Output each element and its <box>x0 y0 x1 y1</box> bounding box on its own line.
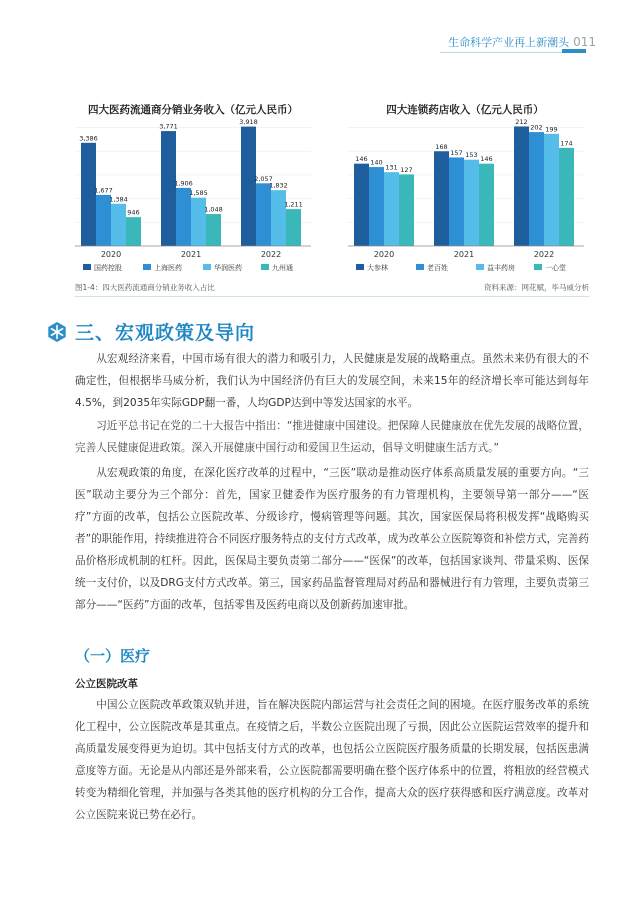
legend-label: 国药控股 <box>94 264 122 272</box>
header-accent-bar <box>562 49 586 53</box>
x-tick-label: 2020 <box>373 250 395 259</box>
data-label: 1,211 <box>284 200 303 209</box>
legend-swatch <box>356 264 364 270</box>
data-label: 946 <box>127 208 140 217</box>
x-tick-label: 2021 <box>180 250 202 259</box>
x-tick-label: 2022 <box>260 250 282 259</box>
legend-swatch <box>261 264 269 270</box>
legend-label: 一心堂 <box>545 264 566 272</box>
chart1-title: 四大医药流通商分销业务收入（亿元人民币） <box>88 104 298 116</box>
chart2-plot <box>348 117 584 272</box>
bar-2-2021-4 <box>479 164 494 246</box>
legend-swatch <box>83 264 91 270</box>
data-label: 199 <box>545 125 558 134</box>
bar-2-2022-1 <box>514 126 529 246</box>
data-label: 3,386 <box>79 134 98 143</box>
data-label: 146 <box>480 155 493 164</box>
bar-2-2021-3 <box>464 160 479 246</box>
paragraph-three-medical-linkage: 从宏观政策的角度，在深化医疗改革的过程中，“三医”联动是推动医疗体系高质量发展的重要方向。“三医”联动主要分为三个部分：首先，国家卫健委作为医疗服务的有力管理机构，主要领导第一部分——“医疗”方面的改革，包括公立医院改革、分级诊疗，慢病管理等问题。其次，国家医保局将积极发挥“战略购买者”的职能作用，持续推进符合不同医疗服务特点的支付方式改革，成为改革公立医院筹资和补偿方式，完善药品价格形成机制的杠杆。因此，医保局主要负责第二部分——“医保”的改革，包括国家谈判、带量采购、医保统一支付价，以及DRG支付方式改革。第三，国家药品监督管理局对药品和器械进行有力管理，主要负责第三部分——“医药”方面的改革，包括零售及医药电商以及创新药加速审批。 <box>75 467 589 611</box>
page-number: 011 <box>573 35 596 49</box>
section-title: 三、宏观政策及导向 <box>75 322 256 344</box>
legend-swatch <box>203 264 211 270</box>
figure-source: 资料来源：网花赋，毕马威分析 <box>484 283 589 292</box>
bar-1-2020-3 <box>111 204 126 246</box>
legend-label: 九州通 <box>272 264 293 272</box>
bar-1-2022-2 <box>256 183 271 246</box>
bar-2-2020-1 <box>354 164 369 246</box>
x-tick-label: 2020 <box>100 250 122 259</box>
header-title: 生命科学产业再上新潮头 <box>448 36 570 49</box>
x-tick-label: 2021 <box>453 250 475 259</box>
data-label: 1,832 <box>269 181 288 190</box>
bar-2-2022-3 <box>544 134 559 246</box>
data-label: 168 <box>435 142 448 151</box>
bar-1-2022-4 <box>286 209 301 246</box>
bar-2-2020-3 <box>384 172 399 246</box>
data-label: 212 <box>515 117 528 126</box>
data-label: 153 <box>465 151 478 160</box>
legend-swatch <box>416 264 424 270</box>
legend-label: 老百姓 <box>427 264 448 272</box>
bar-1-2021-4 <box>206 214 221 246</box>
bar-2-2020-2 <box>369 167 384 246</box>
legend-swatch <box>143 264 151 270</box>
legend-label: 益丰药房 <box>487 264 515 272</box>
chart2-title: 四大连锁药店收入（亿元人民币） <box>386 104 544 116</box>
bar-1-2021-1 <box>161 131 176 246</box>
subsection-title: （一）医疗 <box>75 647 151 665</box>
bar-1-2022-1 <box>241 127 256 246</box>
legend-label: 华润医药 <box>214 264 242 272</box>
data-label: 3,771 <box>159 122 178 131</box>
chart1-plot <box>75 118 311 272</box>
data-label: 1,906 <box>174 179 193 188</box>
bar-2-2021-1 <box>434 151 449 246</box>
bar-1-2022-3 <box>271 190 286 246</box>
snowflake-icon <box>47 322 67 342</box>
bar-2-2022-4 <box>559 148 574 246</box>
bar-1-2020-4 <box>126 217 141 246</box>
legend-swatch <box>476 264 484 270</box>
data-label: 1,048 <box>204 205 223 214</box>
running-header <box>448 34 596 50</box>
data-label: 157 <box>450 148 463 157</box>
paragraph-macro-economy: 从宏观经济来看，中国市场有很大的潜力和吸引力，人民健康是发展的战略重点。虽然未来仍有很大的不确定性，但根据毕马威分析，我们认为中国经济仍有巨大的发展空间，未来15年的经济增长率可能达到每年4.5%，到2035年实际GDP翻一番，人均GDP达到中等发达国家的水平。 <box>75 353 589 409</box>
data-label: 2,057 <box>254 174 273 183</box>
data-label: 1,677 <box>94 186 113 195</box>
data-label: 202 <box>530 123 543 132</box>
data-label: 127 <box>400 165 413 174</box>
legend-swatch <box>534 264 542 270</box>
data-label: 146 <box>355 155 368 164</box>
bar-2-2022-2 <box>529 132 544 246</box>
figure-divider <box>75 296 589 297</box>
data-label: 3,918 <box>239 118 258 127</box>
data-label: 131 <box>385 163 398 172</box>
legend-label: 大参林 <box>367 264 388 272</box>
bar-2-2020-4 <box>399 174 414 246</box>
data-label: 140 <box>370 158 383 167</box>
bar-2-2021-2 <box>449 157 464 246</box>
data-label: 1,585 <box>189 189 208 198</box>
paragraph-report-quote: 习近平总书记在党的二十大报告中指出：“推进健康中国建设。把保障人民健康放在优先发展的战略位置，完善人民健康促进政策。深入开展健康中国行动和爱国卫生运动，倡导文明健康生活方式。” <box>75 420 589 454</box>
subsection-subtitle: 公立医院改革 <box>75 678 138 690</box>
x-tick-label: 2022 <box>533 250 555 259</box>
paragraph-public-hospital-reform: 中国公立医院改革政策双轨并进，旨在解决医院内部运营与社会责任之间的困境。在医疗服务改革的系统化工程中，公立医院改革是其重点。在疫情之后，半数公立医院出现了亏损，因此公立医院运营效率的提升和高质量发展变得更为迫切。其中包括支付方式的改革，也包括公立医院医疗服务质量的长期发展，包括医患满意度等方面。无论是从内部还是外部来看，公立医院都需要明确在整个医疗体系中的位置，将粗放的经营模式转变为精细化管理，并加强与各类其他的医疗机构的分工合作，提高大众的医疗获得感和医疗满意度。改革对公立医院来说已势在必行。 <box>75 699 589 821</box>
legend-label: 上海医药 <box>154 264 182 272</box>
data-label: 174 <box>560 139 573 148</box>
figure-caption: 图1-4：四大医药流通商分销业务收入占比 <box>75 283 215 292</box>
data-label: 1,384 <box>109 195 128 204</box>
